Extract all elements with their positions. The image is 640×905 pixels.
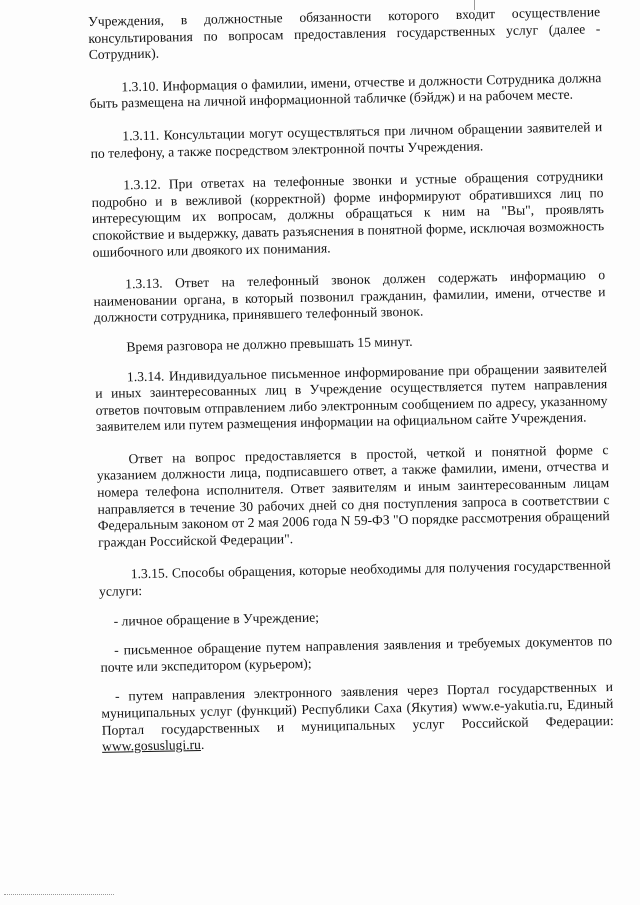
paragraph-1-3-12: 1.3.12. При ответах на телефонные звонки и устные обращения сотрудники подробно и в вежливой (корректной) форме информируют обратившихся лиц по интересующим их вопросам, должны обращаться к ним на "Вы", проявлять спокойствие и выдержку, давать разъяснения в понятной форме, исключая возможность ошибочного или двоякого их понимания. xyxy=(91,168,605,260)
paragraph-continuation: Учреждения, в должностные обязанности которого входит осуществление консультирования по вопросам предоставления государственных услуг (далее - Сотрудник). xyxy=(88,4,601,63)
paragraph-1-3-11: 1.3.11. Консультации могут осуществляться при личном обращении заявителей и по телефону, а также посредством электронной почты Учреждения. xyxy=(90,119,603,161)
paragraph-answer-form: Ответ на вопрос предоставляется в простой, четкой и понятной форме с указанием должности лица, подписавшего ответ, а также фамилии, имени, отчества и номера телефона исполнителя. Ответ заявителям и иным заинтересованным лицам направляется в течение 30 рабочих дней со дня поступления запроса в соответствии с Федеральным законом от 2 мая 2006 года N 59-ФЗ "О порядке рассмотрения обращений граждан Российской Федерации". xyxy=(96,441,610,550)
list-item-electronic-end: . xyxy=(200,737,205,753)
list-item-electronic-text: - путем направления электронного заявления через Портал государственных и муниципальных услуг (функций) Республики Саха (Якутия) www.e-yakutia.ru, Единый Портал государственных и муниципальных услуг Российской Федерации: xyxy=(101,679,614,738)
gosuslugi-link[interactable]: www.gosuslugi.ru xyxy=(101,737,202,755)
paragraph-1-3-15: 1.3.15. Способы обращения, которые необходимы для получения государственной услуги: xyxy=(98,557,611,599)
list-item-written: - письменное обращение путем направления заявления и требуемых документов по почте или экспедитором (курьером); xyxy=(100,633,613,675)
paragraph-1-3-10: 1.3.10. Информация о фамилии, имени, отчестве и должности Сотрудника должна быть размещена на личной информационной табличке (бэйдж) и на рабочем месте. xyxy=(89,69,602,112)
list-item-electronic xyxy=(101,679,614,755)
paragraph-1-3-14: 1.3.14. Индивидуальное письменное информирование при обращении заявителей и иных заинтересованных лиц в Учреждение осуществляется путем направления ответов почтовым отправлением либо электронным сообщением по адресу, указанному заявителем или путем размещения информации на официальном сайте Учреждения. xyxy=(95,359,608,435)
document-body xyxy=(88,4,614,755)
paragraph-call-duration: Время разговора не должно превышать 15 минут. xyxy=(126,333,413,355)
scan-edge-dots xyxy=(4,894,114,895)
paragraph-1-3-13: 1.3.13. Ответ на телефонный звонок должен содержать информацию о наименовании органа, в который позвонил гражданин, фамилии, имени, отчестве и должности сотрудника, принявшего телефонный звонок. xyxy=(93,267,606,326)
list-item-personal: - личное обращение в Учреждение; xyxy=(113,609,320,629)
